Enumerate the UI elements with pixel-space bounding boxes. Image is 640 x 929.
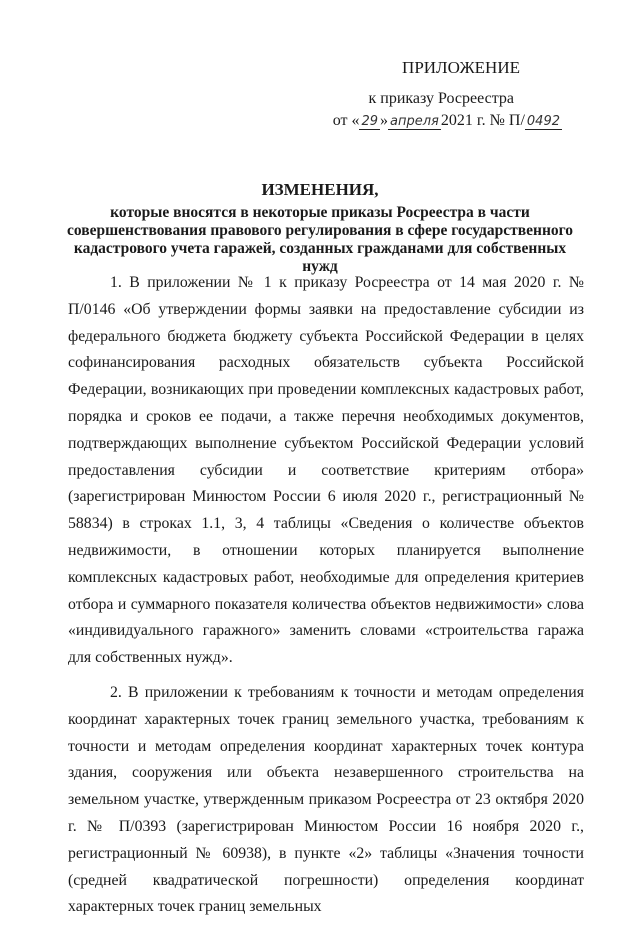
order-mid: » xyxy=(380,112,389,129)
appendix-label: ПРИЛОЖЕНИЕ xyxy=(402,58,520,77)
paragraph-1: 1. В приложении № 1 к приказу Росреестра от 14 мая 2020 г. № П/0146 «Об утверждении формы заявки на предоставление субсидии из федерального бюджета бюджету субъекта Российской Федерации в целях софинансирования расходных обязательств субъекта Российской Федерации, возникающих при проведении комплексных кадастровых работ, порядка и сроков ее подачи, а также перечня необходимых документов, подтверждающих выполнение субъектом Российской Федерации условий предоставления субсидии и соответствие критериям отбора» (зарегистрирован Минюстом России 6 июля 2020 г., регистрационный № 58834) в строках 1.1, 3, 4 таблицы «Сведения о количестве объектов недвижимости, в отношении которых планируется выполнение комплексных кадастровых работ, необходимые для определения критериев отбора и суммарного показателя количества объектов недвижимости» слова «индивидуального гаражного» заменить словами «строительства гаража для собственных нужд». xyxy=(68,274,584,667)
paragraph-2: 2. В приложении к требованиям к точности и методам определения координат характерных точек границ земельного участка, требованиям к точности и методам определения координат характерных точек контура здания, сооружения или объекта незавершенного строительства на земельном участке, утвержденным приказом Росреестра от 23 октября 2020 г. № П/0393 (зарегистрирован Минюстом России 16 ноября 2020 г., регистрационный № 60938), в пункте «2» таблицы «Значения точности (средней квадратической погрешности) определения координат характерных точек границ земельных xyxy=(68,683,584,916)
order-prefix: от « xyxy=(332,112,360,129)
document-body xyxy=(68,270,584,929)
document-subtitle: которые вносятся в некоторые приказы Росреестра в части совершенствования правового регулирования в сфере государственного кадастрового учета гаражей, созданных гражданами для собственных нужд xyxy=(66,204,574,275)
to-order-label: к приказу Росреестра xyxy=(368,90,514,107)
order-number-handwritten: 0492 xyxy=(526,114,560,129)
order-reference xyxy=(333,112,562,130)
document-title: ИЗМЕНЕНИЯ, xyxy=(261,180,379,199)
order-day-handwritten: 29 xyxy=(361,114,379,129)
order-year: 2021 г. № П/ xyxy=(440,112,525,129)
order-month-handwritten: апреля xyxy=(390,114,439,129)
